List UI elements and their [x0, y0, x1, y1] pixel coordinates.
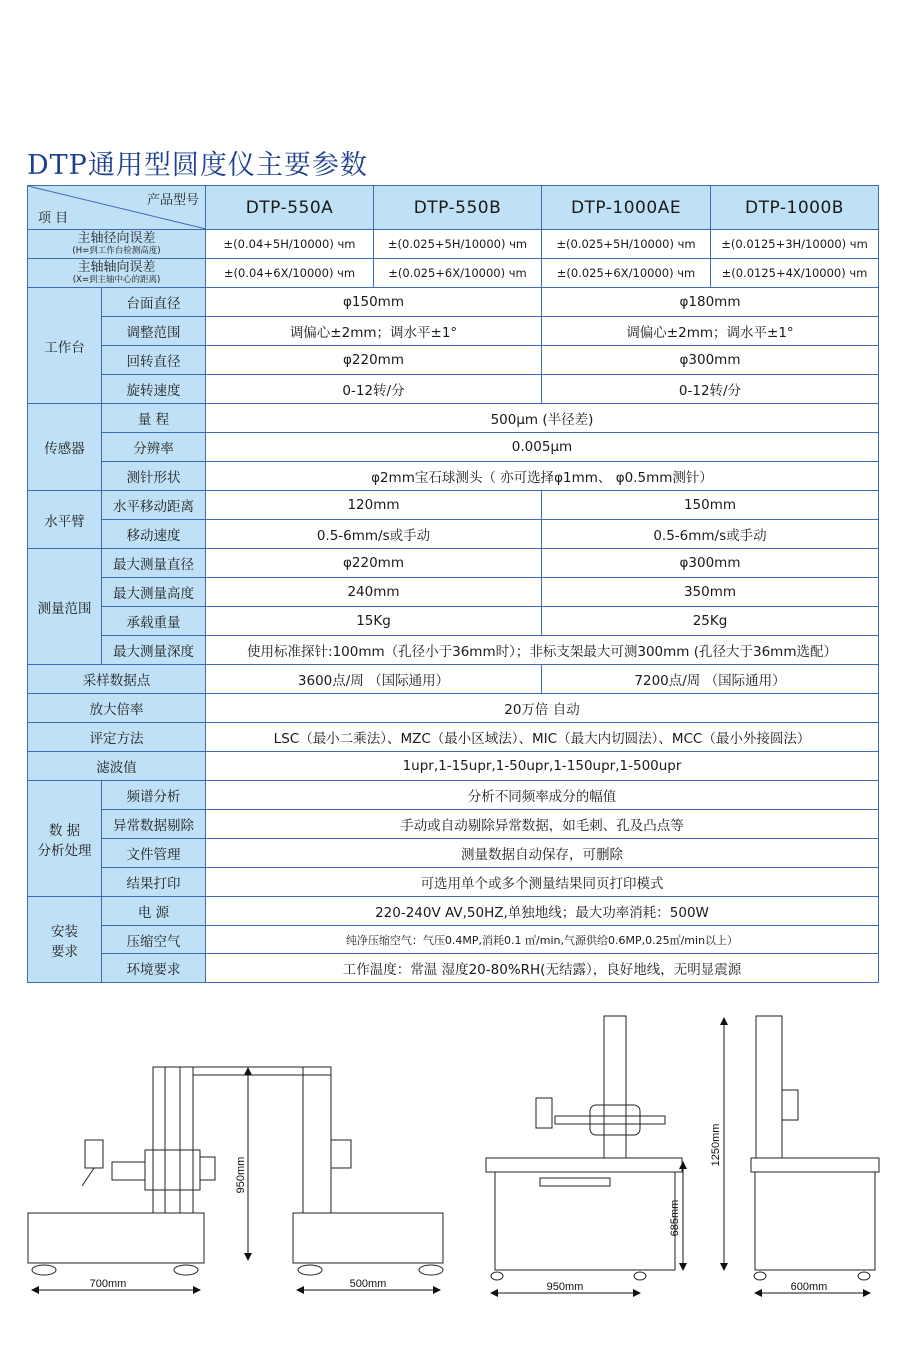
row-label: 旋转速度 — [102, 375, 206, 404]
row-label: 滤波值 — [28, 752, 206, 781]
table-row — [28, 346, 879, 375]
value-cell: 20万倍 自动 — [206, 694, 879, 723]
table-row — [28, 433, 879, 462]
row-label: 结果打印 — [102, 868, 206, 897]
table-row — [28, 288, 879, 317]
row-label: 环境要求 — [102, 954, 206, 983]
value-cell: 500μm (半径差) — [206, 404, 879, 433]
value-cell: 15Kg — [206, 607, 542, 636]
value-cell: 调偏心±2mm；调水平±1° — [206, 317, 542, 346]
value-cell: 1upr,1-15upr,1-50upr,1-150upr,1-500upr — [206, 752, 879, 781]
side-view-dimensions — [491, 1018, 870, 1293]
value-cell: ±(0.025+6X/10000) чm — [374, 259, 542, 288]
model-header: DTP-1000AE — [542, 186, 711, 230]
value-cell: φ180mm — [542, 288, 879, 317]
table-row — [28, 317, 879, 346]
row-label: 主轴径向误差 (H=到工作台检测高度) — [28, 230, 206, 259]
value-cell: φ2mm宝石球测头（ 亦可选择φ1mm、 φ0.5mm测针） — [206, 462, 879, 491]
row-label: 最大测量直径 — [102, 549, 206, 578]
corner-model-label: 产品型号 — [146, 193, 199, 208]
table-row — [28, 926, 879, 954]
row-label: 承载重量 — [102, 607, 206, 636]
model-header: DTP-550B — [374, 186, 542, 230]
model-header: DTP-550A — [206, 186, 374, 230]
value-cell: 7200点/周 （国际通用） — [542, 665, 879, 694]
table-row — [28, 752, 879, 781]
machine-drawings — [0, 1000, 900, 1360]
value-cell: φ220mm — [206, 549, 542, 578]
value-cell: φ220mm — [206, 346, 542, 375]
row-label: 台面直径 — [102, 288, 206, 317]
row-label: 水平移动距离 — [102, 491, 206, 520]
table-row — [28, 549, 879, 578]
value-cell: 240mm — [206, 578, 542, 607]
group-label-range: 测量范围 — [28, 549, 102, 665]
dimension-label: 500mm — [349, 1278, 387, 1290]
group-label-worktable: 工作台 — [28, 288, 102, 404]
value-cell: 0-12转/分 — [542, 375, 879, 404]
value-cell: ±(0.025+6X/10000) чm — [542, 259, 711, 288]
value-cell: 调偏心±2mm；调水平±1° — [542, 317, 879, 346]
value-cell: 350mm — [542, 578, 879, 607]
table-row — [28, 868, 879, 897]
table-row — [28, 781, 879, 810]
value-cell: 0.5-6mm/s或手动 — [542, 520, 879, 549]
group-label-install: 安装 要求 — [28, 897, 102, 983]
corner-item-label: 项 目 — [38, 211, 69, 226]
table-row — [28, 462, 879, 491]
value-cell: ±(0.04+6X/10000) чm — [206, 259, 374, 288]
row-label: 评定方法 — [28, 723, 206, 752]
dimension-label: 1250mm — [710, 1123, 722, 1167]
table-row — [28, 839, 879, 868]
table-row — [28, 665, 879, 694]
table-row — [28, 520, 879, 549]
value-cell: ±(0.04+5H/10000) чm — [206, 230, 374, 259]
value-cell: 150mm — [542, 491, 879, 520]
row-label: 文件管理 — [102, 839, 206, 868]
row-label: 测针形状 — [102, 462, 206, 491]
dimension-label: 600mm — [790, 1281, 828, 1293]
page-title: DTP通用型圆度仪主要参数 — [27, 150, 368, 181]
table-row — [28, 810, 879, 839]
group-label-data-analysis: 数 据 分析处理 — [28, 781, 102, 897]
value-cell: 可选用单个或多个测量结果同页打印模式 — [206, 868, 879, 897]
value-cell: 测量数据自动保存，可删除 — [206, 839, 879, 868]
dimension-label: 700mm — [89, 1278, 127, 1290]
value-cell: 0.5-6mm/s或手动 — [206, 520, 542, 549]
row-label: 主轴轴向误差 (X=到主轴中心的距离) — [28, 259, 206, 288]
row-label: 放大倍率 — [28, 694, 206, 723]
table-row — [28, 404, 879, 433]
radial-error-row — [28, 230, 879, 259]
table-row — [28, 954, 879, 983]
value-cell: ±(0.0125+4X/10000) чm — [711, 259, 879, 288]
table-row — [28, 723, 879, 752]
value-cell: 0.005μm — [206, 433, 879, 462]
value-cell: ±(0.025+5H/10000) чm — [374, 230, 542, 259]
value-cell: LSC（最小二乘法）、MZC（最小区域法）、MIC（最大内切圆法）、MCC（最小外接圆法） — [206, 723, 879, 752]
value-cell: 手动或自动剔除异常数据，如毛刺、孔及凸点等 — [206, 810, 879, 839]
spec-table — [27, 185, 879, 983]
value-cell: 分析不同频率成分的幅值 — [206, 781, 879, 810]
value-cell: 120mm — [206, 491, 542, 520]
value-cell: 纯净压缩空气：气压0.4MP,消耗0.1 ㎥/min,气源供给0.6MP,0.25㎥/min以上） — [206, 926, 879, 954]
row-label: 频谱分析 — [102, 781, 206, 810]
value-cell: φ300mm — [542, 549, 879, 578]
value-cell: 0-12转/分 — [206, 375, 542, 404]
value-cell: φ150mm — [206, 288, 542, 317]
table-row — [28, 375, 879, 404]
value-cell: 3600点/周 （国际通用） — [206, 665, 542, 694]
table-row — [28, 897, 879, 926]
table-row — [28, 636, 879, 665]
row-label: 量 程 — [102, 404, 206, 433]
header-corner-cell — [28, 186, 206, 230]
table-row — [28, 694, 879, 723]
value-cell: φ300mm — [542, 346, 879, 375]
row-label: 最大测量高度 — [102, 578, 206, 607]
value-cell: 25Kg — [542, 607, 879, 636]
dimension-label: 685mm — [669, 1199, 681, 1237]
axial-error-row — [28, 259, 879, 288]
row-label: 电 源 — [102, 897, 206, 926]
row-label: 分辨率 — [102, 433, 206, 462]
row-label: 最大测量深度 — [102, 636, 206, 665]
row-label: 回转直径 — [102, 346, 206, 375]
group-label-sensor: 传感器 — [28, 404, 102, 491]
table-row — [28, 578, 879, 607]
dimension-label: 950mm — [546, 1281, 584, 1293]
row-label: 移动速度 — [102, 520, 206, 549]
row-label: 采样数据点 — [28, 665, 206, 694]
table-row — [28, 607, 879, 636]
row-label: 压缩空气 — [102, 926, 206, 954]
dimension-label: 950mm — [235, 1156, 247, 1194]
group-label-arm: 水平臂 — [28, 491, 102, 549]
table-row — [28, 491, 879, 520]
header-row — [28, 186, 879, 230]
value-cell: 220-240V AV,50HZ,单独地线；最大功率消耗：500W — [206, 897, 879, 926]
value-cell: ±(0.0125+3H/10000) чm — [711, 230, 879, 259]
value-cell: ±(0.025+5H/10000) чm — [542, 230, 711, 259]
value-cell: 工作温度：常温 湿度20-80%RH(无结露），良好地线，无明显震源 — [206, 954, 879, 983]
value-cell: 使用标准探针:100mm（孔径小于36mm时）；非标支架最大可测300mm (孔径大于36mm选配） — [206, 636, 879, 665]
row-label: 异常数据剔除 — [102, 810, 206, 839]
model-header: DTP-1000B — [711, 186, 879, 230]
row-label: 调整范围 — [102, 317, 206, 346]
